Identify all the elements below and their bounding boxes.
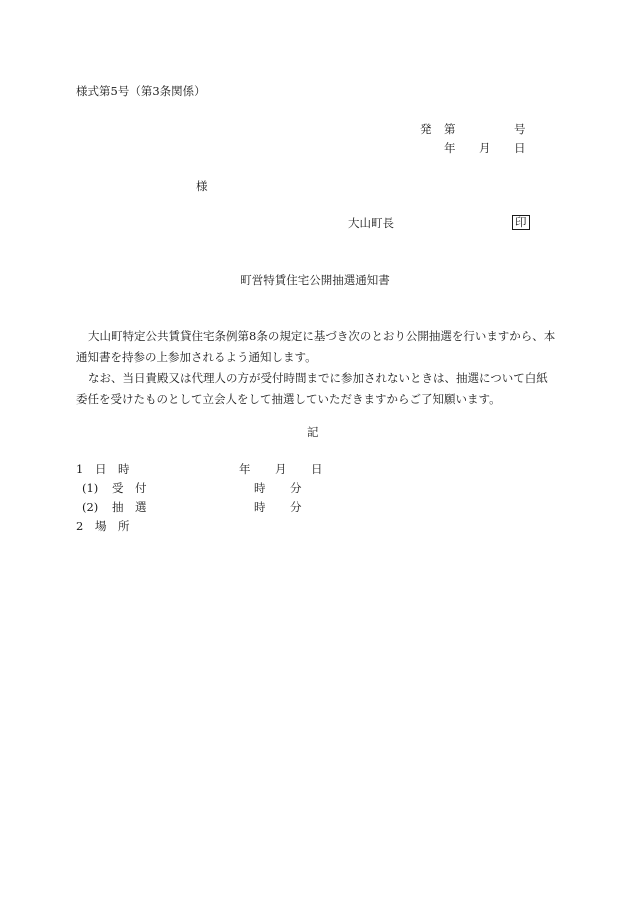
- ki-heading: 記: [307, 425, 319, 439]
- item1-month: 月: [275, 462, 287, 476]
- sub2-hour: 時: [254, 500, 266, 514]
- issue-hatsu: 発: [420, 122, 432, 136]
- issue-go: 号: [514, 122, 526, 136]
- sub1-number: (1): [82, 481, 99, 495]
- item2-label: 場 所: [95, 519, 130, 533]
- seal-mark: [512, 215, 530, 230]
- issue-dai: 第: [444, 122, 456, 136]
- date-day: 日: [514, 141, 526, 155]
- body-paragraph-1: 大山町特定公共賃貸住宅条例第8条の規定に基づき次のとおり公開抽選を行いますから、本通知書を持参の上参加されるよう通知します。: [76, 329, 556, 364]
- sub2-number: (2): [82, 500, 99, 514]
- addressee-honorific: 様: [196, 179, 208, 193]
- seal-stamp: 印: [512, 215, 530, 230]
- item1-day: 日: [311, 462, 323, 476]
- item1-year: 年: [239, 462, 251, 476]
- sub2-minute: 分: [290, 500, 302, 514]
- sub1-hour: 時: [254, 481, 266, 495]
- item2-number: 2: [76, 519, 84, 533]
- item1-number: 1: [76, 462, 84, 476]
- form-number: 様式第5号（第3条関係）: [76, 84, 206, 98]
- sender-title: 大山町長: [348, 216, 394, 230]
- body-text: [76, 326, 556, 410]
- item1-label: 日 時: [95, 462, 130, 476]
- document-title: 町営特賃住宅公開抽選通知書: [240, 273, 390, 287]
- body-paragraph-2: なお、当日貴殿又は代理人の方が受付時間までに参加されないときは、抽選について白紙委任を受けたものとして立会人をして抽選していただきますからご了知願います。: [76, 371, 548, 406]
- date-year: 年: [444, 141, 456, 155]
- sub2-label: 抽 選: [112, 500, 147, 514]
- sub1-label: 受 付: [112, 481, 147, 495]
- date-month: 月: [479, 141, 491, 155]
- sub1-minute: 分: [290, 481, 302, 495]
